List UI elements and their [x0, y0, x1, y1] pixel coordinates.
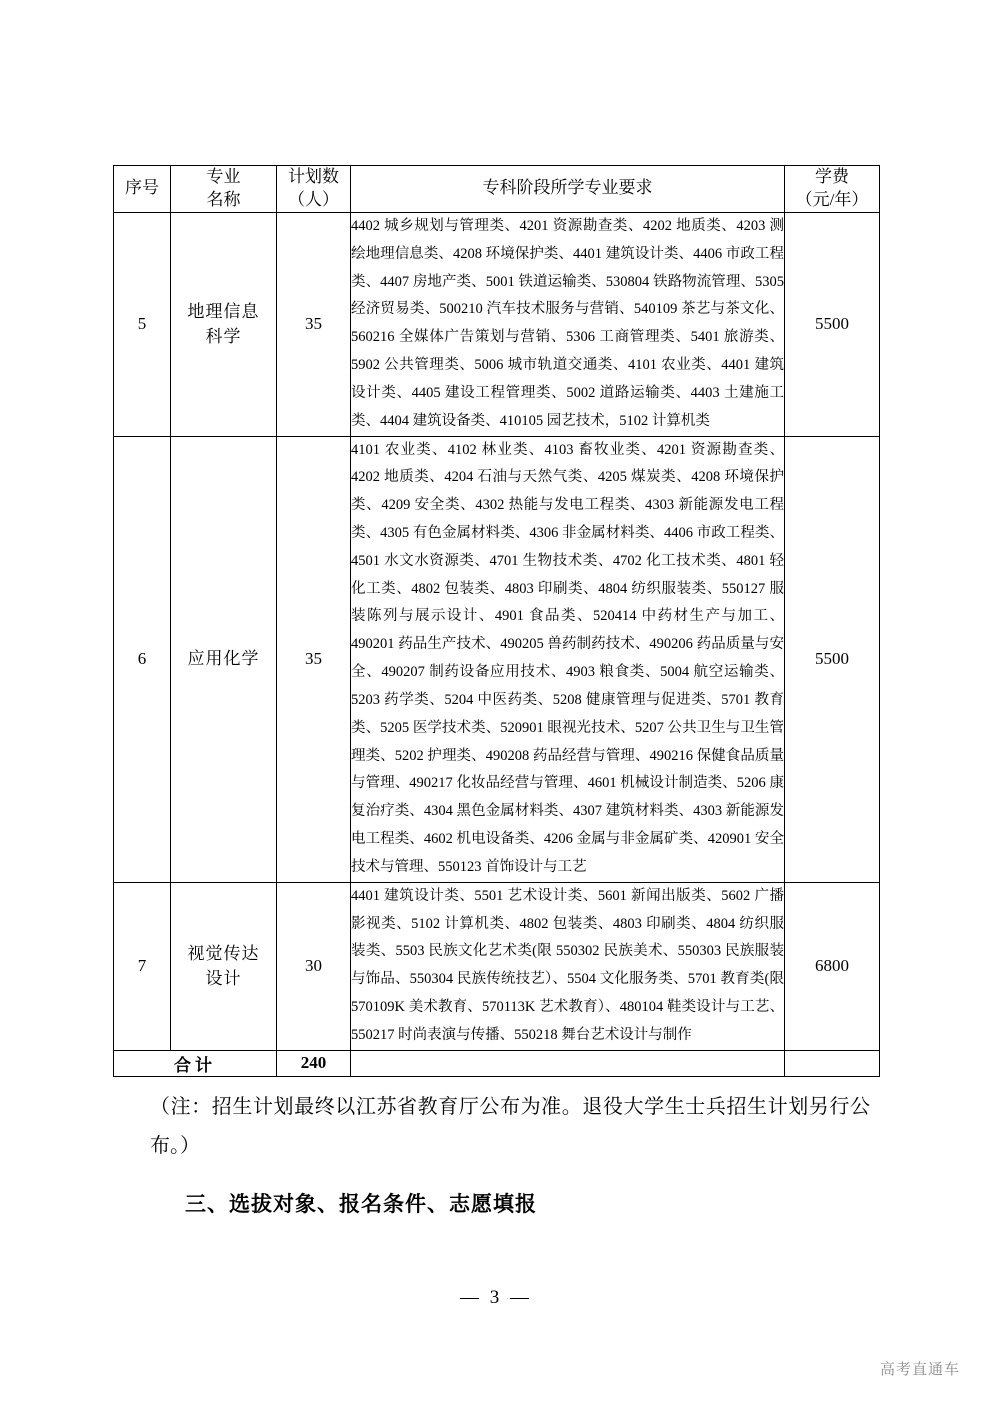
row-major-line1: 视觉传达 — [187, 943, 260, 963]
table-row — [114, 882, 880, 1050]
table-header-row — [114, 166, 880, 213]
row-major — [171, 212, 277, 436]
row-major-line1: 地理信息 — [187, 301, 260, 321]
row-fee: 5500 — [785, 436, 880, 882]
row-major-line2: 设计 — [205, 969, 242, 989]
header-plan-line2: （人） — [288, 189, 339, 209]
row-seq: 5 — [114, 212, 171, 436]
row-fee: 5500 — [785, 212, 880, 436]
header-plan-line1: 计划数 — [288, 167, 339, 186]
row-seq: 7 — [114, 882, 171, 1050]
header-seq: 序号 — [114, 166, 171, 213]
section-heading: 三、选拔对象、报名条件、志愿填报 — [185, 1192, 537, 1216]
total-requirement-empty — [351, 1050, 785, 1076]
total-label: 合计 — [114, 1050, 277, 1076]
row-fee: 6800 — [785, 882, 880, 1050]
header-fee — [785, 166, 880, 213]
admission-plan-table — [113, 165, 880, 1077]
header-fee-line2: （元/年） — [795, 189, 869, 209]
row-plan: 35 — [277, 436, 351, 882]
header-requirement: 专科阶段所学专业要求 — [351, 166, 785, 213]
row-major — [171, 882, 277, 1050]
header-major — [171, 166, 277, 213]
row-requirement: 4402 城乡规划与管理类、4201 资源勘查类、4202 地质类、4203 测绘地理信息类、4208 环境保护类、4401 建筑设计类、4406 市政工程类、4407 房地产类、5001 铁道运输类、530804 铁路物流管理、5305 经济贸易类、500210 汽车技术服务与营销、540109 茶艺与茶文化、560216 全媒体广告策划与营销、5306 工商管理类、5401 旅游类、5902 公共管理类、5006 城市轨道交通类、4101 农业类、4401 建筑设计类、4405 建设工程管理类、5002 道路运输类、4403 土建施工类、4404 建筑设备类、410105 园艺技术，5102 计算机类 — [351, 212, 785, 436]
row-seq: 6 — [114, 436, 171, 882]
watermark: 高考直通车 — [879, 1361, 960, 1378]
table-note: （注：招生计划最终以江苏省教育厅公布为准。退役大学生士兵招生计划另行公布。） — [150, 1096, 870, 1157]
row-major-line1: 应用化学 — [187, 649, 260, 669]
total-fee-empty — [785, 1050, 880, 1076]
row-plan: 35 — [277, 212, 351, 436]
table-total-row — [114, 1050, 880, 1076]
header-major-line1: 专业 — [206, 167, 241, 186]
row-major — [171, 436, 277, 882]
row-major-line2: 科学 — [205, 327, 242, 347]
header-fee-line1: 学费 — [815, 167, 849, 186]
row-requirement: 4101 农业类、4102 林业类、4103 畜牧业类、4201 资源勘查类、4202 地质类、4204 石油与天然气类、4205 煤炭类、4208 环境保护类、4209 安全类、4302 热能与发电工程类、4303 新能源发电工程类、4305 有色金属材料类、4306 非金属材料类、4406 市政工程类、4501 水文水资源类、4701 生物技术类、4702 化工技术类、4801 轻化工类、4802 包装类、4803 印刷类、4804 纺织服装类、550127 服装陈列与展示设计、4901 食品类、520414 中药材生产与加工、490201 药品生产技术、490205 兽药制药技术、490206 药品质量与安全、490207 制药设备应用技术、4903 粮食类、5004 航空运输类、5203 药学类、5204 中医药类、5208 健康管理与促进类、5701 教育类、5205 医学技术类、520901 眼视光技术、5207 公共卫生与卫生管理类、5202 护理类、490208 药品经营与管理、490216 保健食品质量与管理、490217 化妆品经营与管理、4601 机械设计制造类、5206 康复治疗类、4304 黑色金属材料类、4307 建筑材料类、4303 新能源发电工程类、4602 机电设备类、4206 金属与非金属矿类、420901 安全技术与管理、550123 首饰设计与工艺 — [351, 436, 785, 882]
header-major-line2: 名称 — [206, 189, 241, 209]
total-value: 240 — [277, 1050, 351, 1076]
table-row — [114, 436, 880, 882]
row-requirement: 4401 建筑设计类、5501 艺术设计类、5601 新闻出版类、5602 广播影视类、5102 计算机类、4802 包装类、4803 印刷类、4804 纺织服装类、5503 民族文化艺术类(限 550302 民族美术、550303 民族服装与饰品、550304 民族传统技艺）、5504 文化服务类、5701 教育类(限 570109K 美术教育、570113K 艺术教育）、480104 鞋类设计与工艺、550217 时尚表演与传播、550218 舞台艺术设计与制作 — [351, 882, 785, 1050]
page-number: — 3 — — [460, 1287, 532, 1308]
header-plan — [277, 166, 351, 213]
row-plan: 30 — [277, 882, 351, 1050]
table-row — [114, 212, 880, 436]
